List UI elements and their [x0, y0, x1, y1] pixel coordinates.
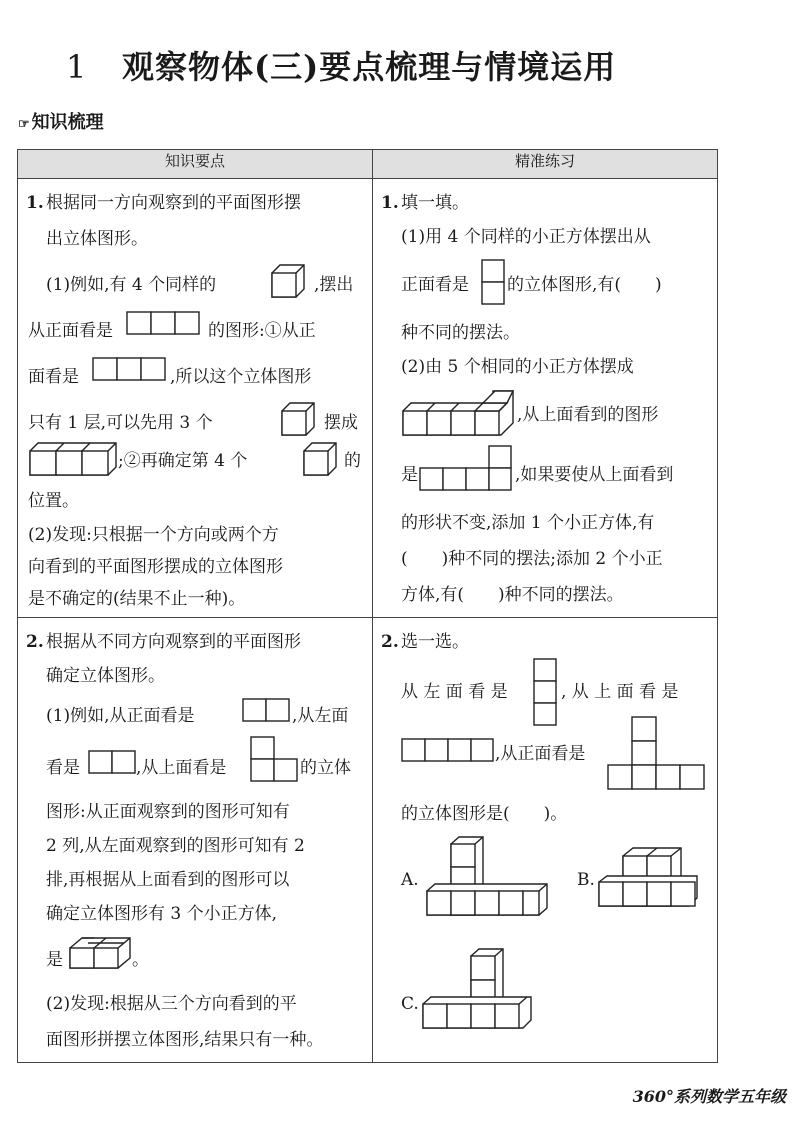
text-line: 排,再根据从上面看到的图形可以: [46, 870, 290, 891]
left-view-two-squares: [88, 750, 140, 776]
option-a-figure: [427, 836, 551, 916]
option-b-figure: [599, 846, 703, 908]
text-line: 。: [132, 950, 149, 971]
left-view-three-vertical: [533, 658, 561, 732]
page-title: [66, 42, 616, 88]
text-line: 从 左 面 看 是: [401, 682, 508, 703]
option-label-c: C.: [401, 994, 419, 1015]
lesson-title: 观察物体(三)要点梳理与情境运用: [122, 48, 617, 86]
practice-cell-2: [373, 618, 718, 1063]
text-line: ,从上面看到的图形: [517, 405, 659, 426]
text-line: 位置。: [28, 491, 79, 512]
text-line: 选一选。: [401, 632, 469, 653]
top-view-figure: [419, 445, 515, 495]
text-line: 是: [401, 465, 418, 486]
option-label-a: A.: [401, 870, 419, 891]
text-line: (2)发现:根据从三个方向看到的平: [46, 994, 297, 1015]
lesson-number: 1: [66, 48, 88, 86]
header-knowledge-points: 知识要点: [18, 150, 373, 179]
text-line: ,从正面看是: [495, 744, 586, 765]
text-line: 的立体图形是( )。: [401, 804, 568, 825]
text-line: 填一填。: [401, 193, 469, 214]
text-line: , 从 上 面 看 是: [561, 682, 679, 703]
text-line: 正面看是: [401, 275, 469, 296]
cube-figure: [302, 441, 342, 477]
text-line: 摆成: [324, 413, 358, 434]
text-line: 是: [46, 950, 63, 971]
text-line: ;②再确定第 4 个: [118, 451, 248, 472]
text-line: 确定立体图形有 3 个小正方体,: [46, 904, 278, 925]
front-view-three-squares: [92, 357, 172, 383]
text-line: 根据从不同方向观察到的平面图形: [46, 632, 301, 653]
series-footer: 360°系列数学五年级: [632, 1087, 786, 1106]
front-view-three-squares: [126, 311, 206, 337]
text-line: 的立体图形,有( ): [507, 275, 662, 296]
text-line: 从正面看是: [28, 321, 113, 342]
text-line: 向看到的平面图形摆成的立体图形: [28, 557, 283, 578]
text-line: 2 列,从左面观察到的图形可知有 2: [46, 836, 305, 857]
text-line: 的: [344, 451, 361, 472]
section-label: 知识梳理: [31, 112, 104, 133]
text-line: ,从上面看是: [136, 758, 227, 779]
text-line: 看是: [46, 758, 80, 779]
front-view-t-shape: [607, 716, 707, 792]
text-line: 面图形拼摆立体图形,结果只有一种。: [46, 1030, 324, 1051]
knowledge-table: [17, 149, 718, 1063]
text-line: 确定立体图形。: [46, 666, 165, 687]
item-number: 2.: [26, 632, 44, 653]
text-line: (1)用 4 个同样的小正方体摆出从: [401, 227, 651, 248]
text-line: 是不确定的(结果不止一种)。: [28, 589, 246, 610]
text-line: ( )种不同的摆法;添加 2 个小正: [401, 549, 663, 570]
text-line: ,所以这个立体图形: [170, 367, 312, 388]
pointing-hand-icon: ☞: [18, 117, 30, 132]
text-line: (2)发现:只根据一个方向或两个方: [28, 525, 279, 546]
three-cube-l-figure: [68, 936, 134, 972]
text-line: 种不同的摆法。: [401, 323, 520, 344]
front-view-two-squares: [242, 698, 294, 724]
item-number: 2.: [381, 632, 399, 653]
text-line: 只有 1 层,可以先用 3 个: [28, 413, 213, 434]
text-line: 的图形:①从正: [208, 321, 316, 342]
text-line: 图形:从正面观察到的图形可知有: [46, 802, 290, 823]
cube-figure: [280, 401, 320, 437]
text-line: ,摆出: [314, 275, 354, 296]
text-line: (1)例如,从正面看是: [46, 706, 195, 727]
practice-cell-1: [373, 179, 718, 618]
text-line: (1)例如,有 4 个同样的: [46, 275, 217, 296]
item-number: 1.: [26, 193, 44, 214]
text-line: 面看是: [28, 367, 79, 388]
top-view-l-shape: [250, 736, 302, 784]
five-cube-figure: [401, 389, 517, 437]
text-line: (2)由 5 个相同的小正方体摆成: [401, 357, 634, 378]
item-number: 1.: [381, 193, 399, 214]
option-c-figure: [423, 948, 537, 1034]
text-line: ,如果要使从上面看到: [515, 465, 674, 486]
text-line: 根据同一方向观察到的平面图形摆: [46, 193, 301, 214]
three-cube-row-figure: [28, 441, 120, 477]
header-practice: 精准练习: [373, 150, 718, 179]
knowledge-cell-2: [18, 618, 373, 1063]
option-label-b: B.: [577, 870, 595, 891]
text-line: ,从左面: [292, 706, 349, 727]
text-line: 方体,有( )种不同的摆法。: [401, 585, 624, 606]
cube-figure: [270, 263, 310, 299]
front-view-vertical-two: [481, 259, 509, 309]
section-heading: [18, 108, 104, 134]
text-line: 出立体图形。: [46, 229, 148, 250]
text-line: 的形状不变,添加 1 个小正方体,有: [401, 513, 655, 534]
text-line: 的立体: [300, 758, 351, 779]
top-view-four-squares: [401, 738, 497, 766]
knowledge-cell-1: [18, 179, 373, 618]
